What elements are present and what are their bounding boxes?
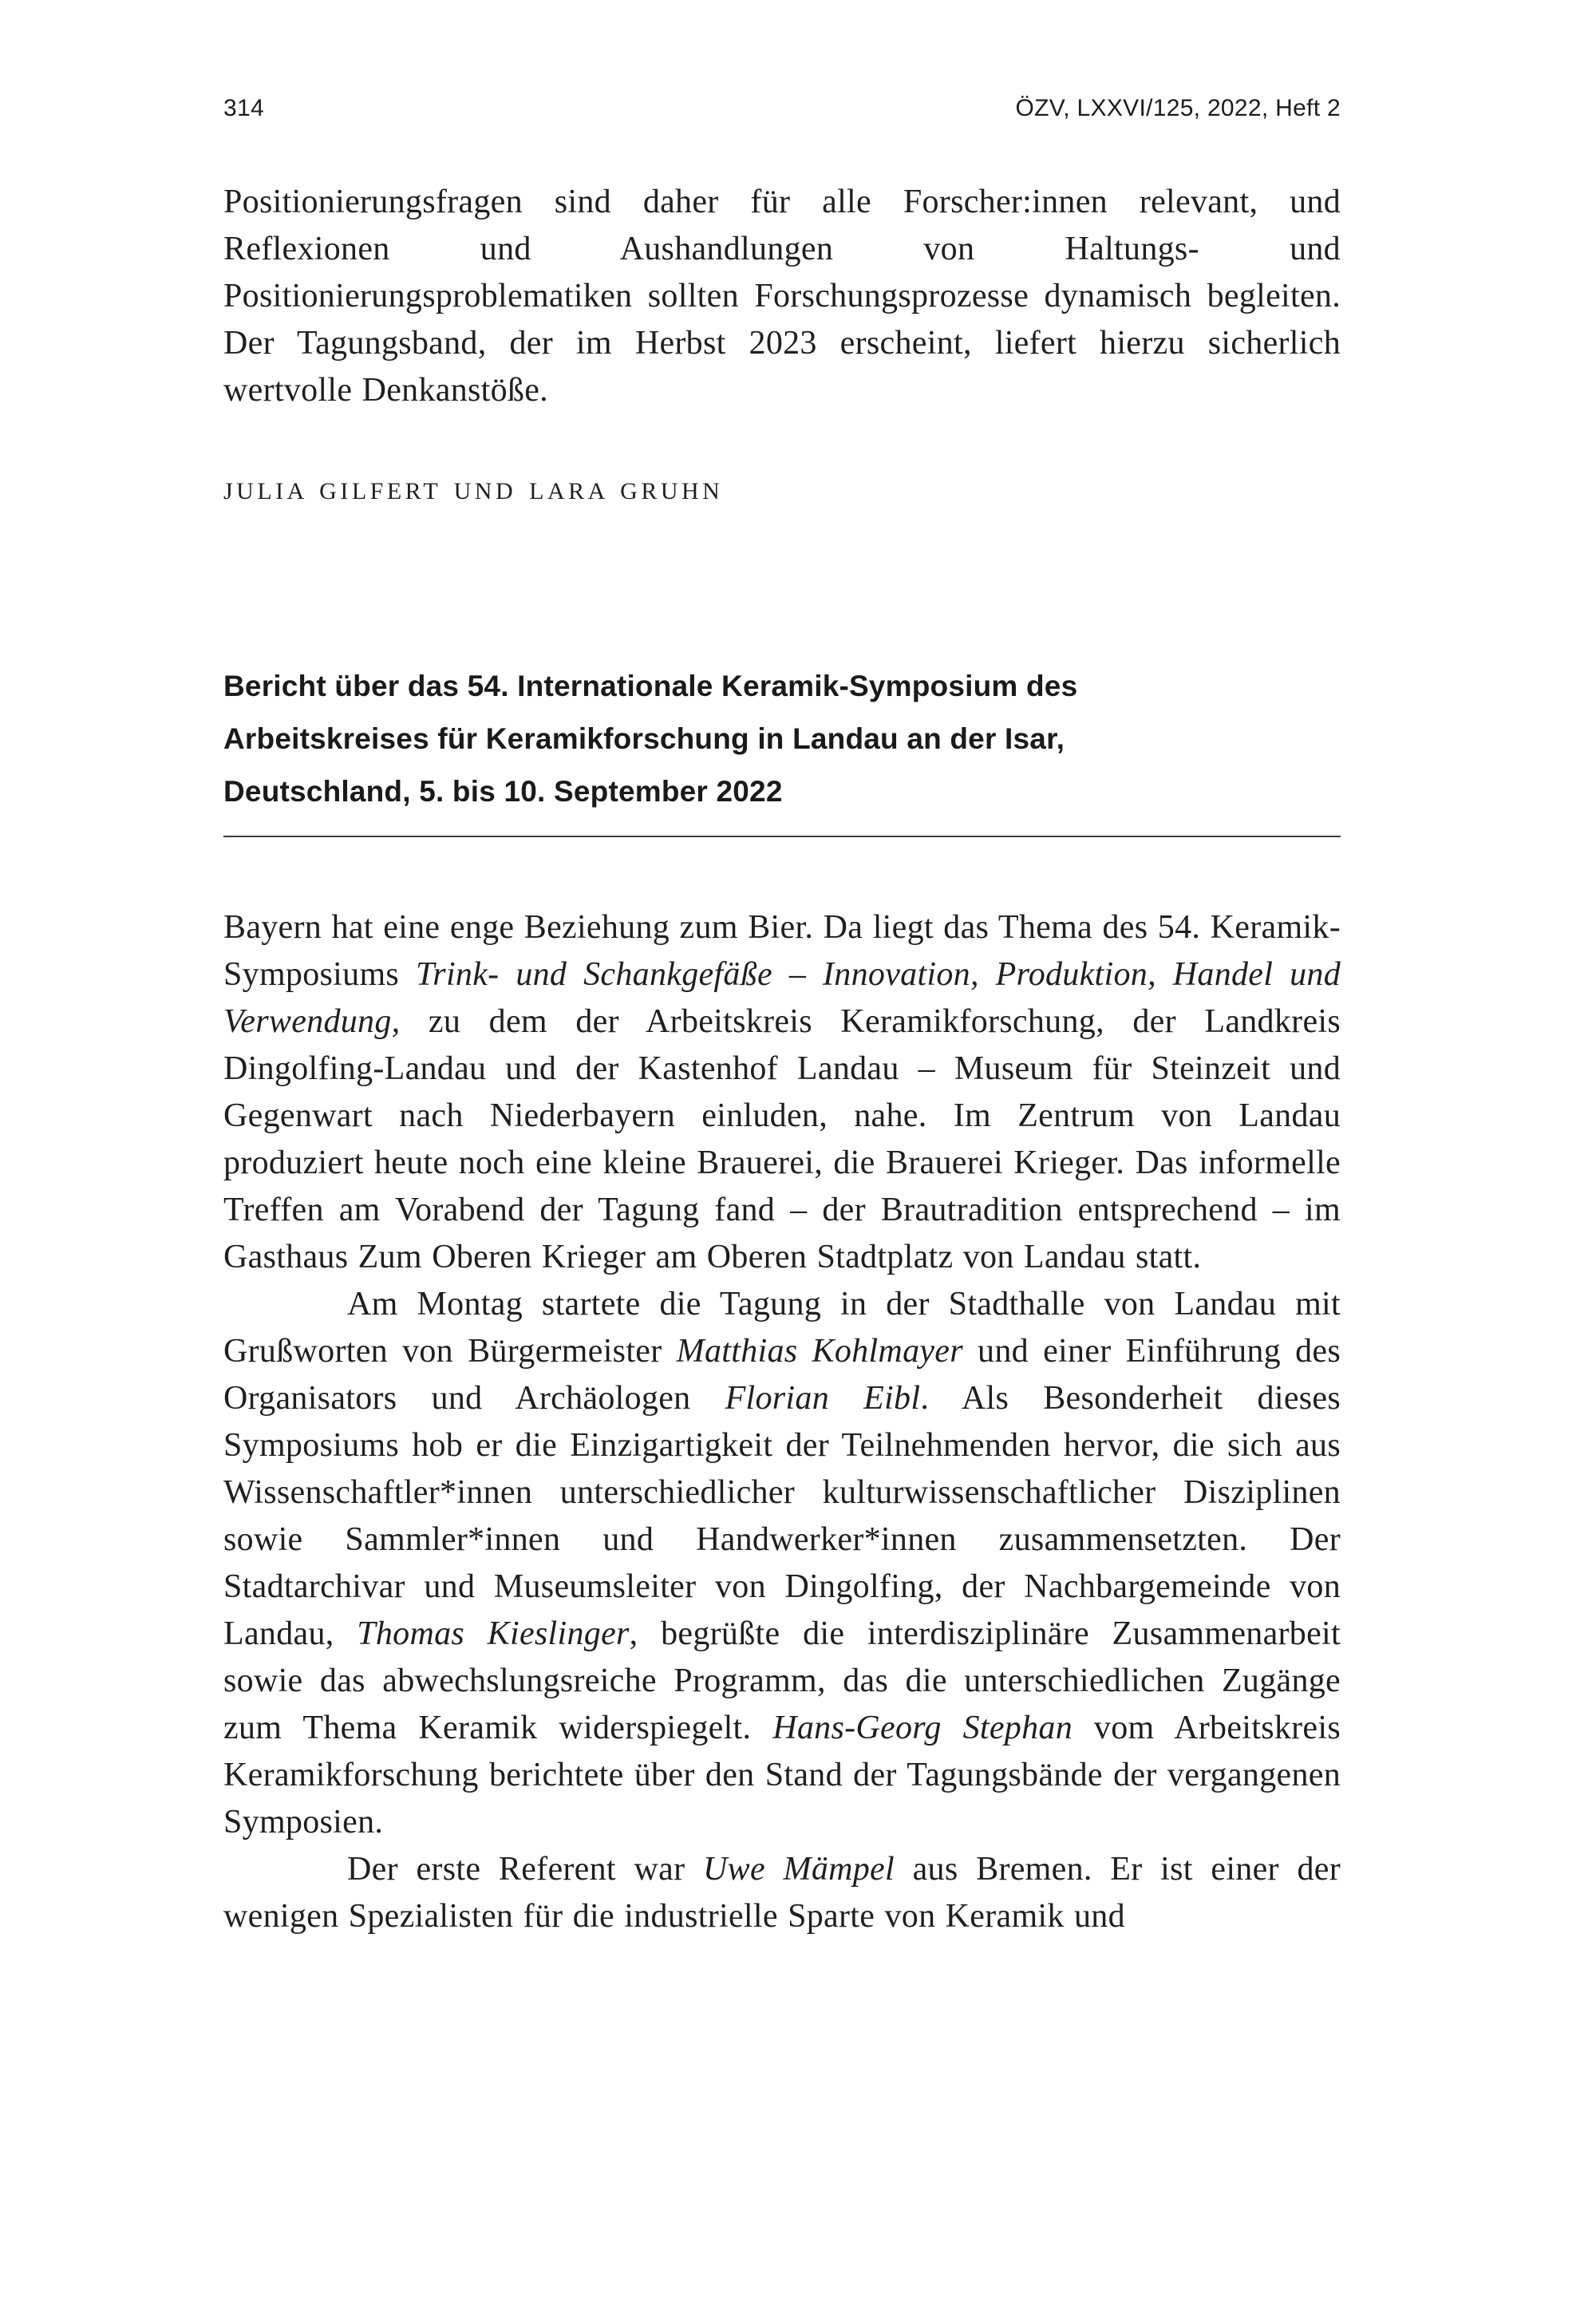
italic-text: Uwe Mämpel — [703, 1851, 895, 1888]
paragraph — [223, 904, 1341, 1281]
article-title — [223, 660, 1341, 818]
italic-text: Matthias Kohlmayer — [676, 1333, 963, 1370]
article-title-line: Bericht über das 54. Internationale Keramik-Symposium des — [223, 670, 1078, 702]
text-run: aus Bremen. Er ist einer der wenigen Spezialisten für die industrielle Sparte von Keramik und — [223, 1851, 1341, 1935]
text-run: zu dem der Arbeitskreis Keramikforschung, der Landkreis Dingolfing-Landau und der Kastenhof Landau – Museum für Steinzeit und Gegenwart nach Niederbayern einluden, nahe. Im Zentrum von Landau produziert heute noch eine kleine Brauerei, die Brauerei Krieger. Das informelle Treffen am Vorabend der Tagung fand – der Brautradition entsprechend – im Gasthaus Zum Oberen Krieger am Oberen Stadtplatz von Landau statt. — [223, 1003, 1341, 1275]
italic-text: Thomas Kieslinger — [357, 1615, 630, 1652]
page-header — [223, 94, 1341, 123]
intro-paragraph: Positionierungsfragen sind daher für alle Forscher:innen relevant, und Reflexionen und Aushandlungen von Haltungs- und Positionierungsproblematiken sollten Forschungsprozesse dynamisch begleiten. Der Tagungsband, der im Herbst 2023 erscheint, liefert hierzu sicherlich wertvolle Denkanstöße. — [223, 184, 1341, 409]
divider-rule — [223, 836, 1341, 837]
article-title-line: Deutschland, 5. bis 10. September 2022 — [223, 775, 783, 808]
page-number: 314 — [223, 95, 264, 121]
italic-text: Hans-Georg Stephan — [772, 1710, 1073, 1746]
article-body — [223, 904, 1341, 1940]
article-title-line: Arbeitskreises für Keramikforschung in Landau an der Isar, — [223, 722, 1065, 755]
italic-text: Florian Eibl — [725, 1380, 921, 1417]
authors-line: JULIA GILFERT UND LARA GRUHN — [223, 478, 724, 504]
text-run: Bayern hat eine enge Beziehung zum Bier. Da liegt das Thema des 54. Keramik-Symposiums — [223, 909, 1341, 993]
text-run: Der erste Referent war — [347, 1851, 704, 1888]
text-run: und einer Einführung des Organisators und Archäologen — [223, 1333, 1341, 1417]
journal-reference: ÖZV, LXXVI/125, 2022, Heft 2 — [1015, 95, 1341, 121]
italic-text: Trink- und Schankgefäße – Innovation, Produktion, Handel und Verwendung, — [223, 956, 1341, 1040]
text-run: vom Arbeitskreis Keramikforschung berichtete über den Stand der Tagungsbände der vergangenen Symposien. — [223, 1710, 1341, 1840]
text-run: . Als Besonderheit dieses Symposiums hob er die Einzigartigkeit der Teilnehmenden hervor, die sich aus Wissenschaftler*innen unterschiedlicher kulturwissenschaftlicher Disziplinen sowie Sammler*innen und Handwerker*innen zusammensetzten. Der Stadtarchivar und Museumsleiter von Dingolfing, der Nachbargemeinde von Landau, — [223, 1380, 1341, 1652]
paragraph — [223, 1846, 1341, 1940]
text-run: Am Montag startete die Tagung in der Stadthalle von Landau mit Grußworten von Bürgermeister — [223, 1286, 1341, 1370]
text-run: , begrüßte die interdisziplinäre Zusammenarbeit sowie das abwechslungsreiche Programm, das die unterschiedlichen Zugänge zum Thema Keramik widerspiegelt. — [223, 1615, 1341, 1746]
paragraph — [223, 1281, 1341, 1846]
